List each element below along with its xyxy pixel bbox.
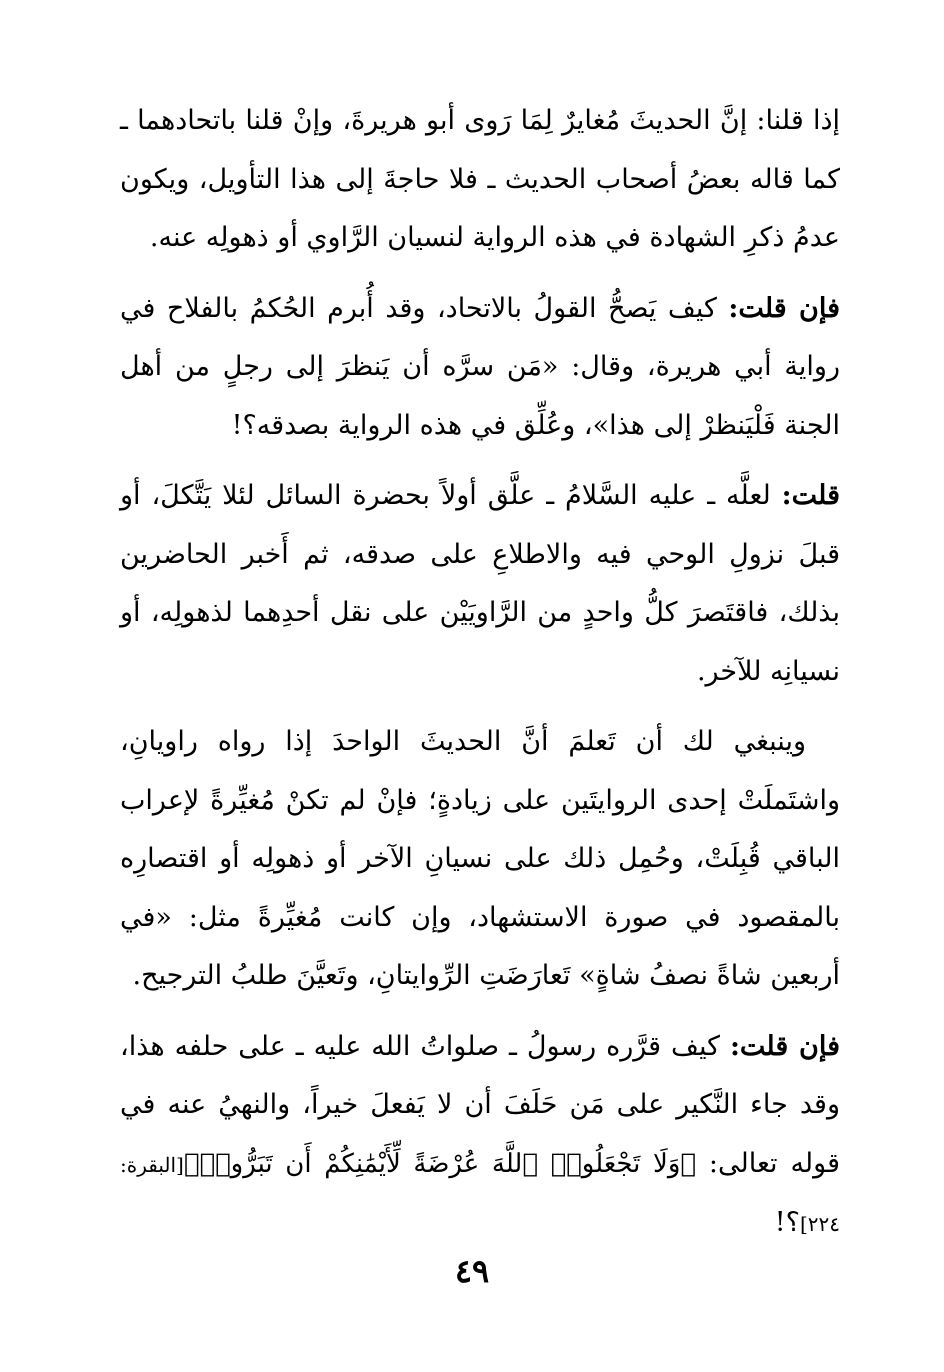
- paragraph-label: فإن قلت:: [729, 1030, 840, 1062]
- quran-verse: ﴿وَلَا تَجْعَلُوا۟ ٱللَّهَ عُرْضَةً لِّأَيْمَٰنِكُمْ أَن تَبَرُّوا۟﴾: [183, 1148, 696, 1179]
- paragraph-2: [120, 280, 840, 456]
- paragraph-4: [120, 713, 840, 1006]
- paragraph-label: فإن قلت:: [728, 292, 840, 324]
- page-body: [120, 92, 840, 1254]
- paragraph-text: كيف قرَّره رسولُ ـ صلواتُ الله عليه ـ على حلفه هذا، وقد جاء النَّكير على مَن حَلَفَ أن لا يَفعلَ خيراً، والنهيُ عنه في قوله تعالى:: [120, 1030, 841, 1179]
- paragraph-5: [120, 1018, 840, 1254]
- verse-reference: [البقرة: ٢٢٤]: [120, 1152, 840, 1236]
- paragraph-text: وينبغي لك أن تَعلمَ أنَّ الحديثَ الواحدَ إذا رواه راويانِ، واشتَملَتْ إحدى الروايتَين على زيادةٍ؛ فإنْ لم تكنْ مُغيِّرةً لإعراب الباقي قُبِلَتْ، وحُمِل ذلك على نسيانِ الآخر أو ذهولِه أو اقتصارِه بالمقصود في صورة الاستشهاد، وإن كانت مُغيِّرةً مثل: «في أربعين شاةً نصفُ شاةٍ» تَعارَضَتِ الرِّوايتانِ، وتَعيَّنَ طلبُ الترجيح.: [120, 726, 840, 991]
- page-number: ٤٩: [454, 1252, 490, 1290]
- paragraph-text: إذا قلنا: إنَّ الحديثَ مُغايرٌ لِمَا رَوى أبو هريرةَ، وإنْ قلنا باتحادهما ـ كما قاله بعضُ أصحاب الحديث ـ فلا حاجةَ إلى هذا التأويل، ويكون عدمُ ذكرِ الشهادة في هذه الرواية لنسيان الرَّاوي أو ذهولِه عنه.: [120, 105, 840, 253]
- paragraph-label: قلت:: [781, 480, 840, 511]
- paragraph-3: [120, 467, 840, 701]
- paragraph-text: كيف يَصحُّ القولُ بالاتحاد، وقد أُبرم الحُكمُ بالفلاح في رواية أبي هريرة، وقال: «مَن سرَّه أن يَنظرَ إلى رجلٍ من أهل الجنة فَلْيَنظرْ إلى هذا»، وعُلِّق في هذه الرواية بصدقه؟!: [120, 292, 840, 441]
- paragraph-ending: ؟!: [774, 1207, 800, 1238]
- paragraph-1: [120, 92, 840, 268]
- paragraph-text: لعلَّه ـ عليه السَّلامُ ـ علَّق أولاً بحضرة السائل لئلا يَتَّكلَ، أو قبلَ نزولِ الوحي فيه والاطلاعِ على صدقه، ثم أَخبر الحاضرين بذلك، فاقتَصرَ كلُّ واحدٍ من الرَّاويَيْن على نقل أحدِهما لذهولِه، أو نسيانِه للآخر.: [120, 480, 840, 687]
